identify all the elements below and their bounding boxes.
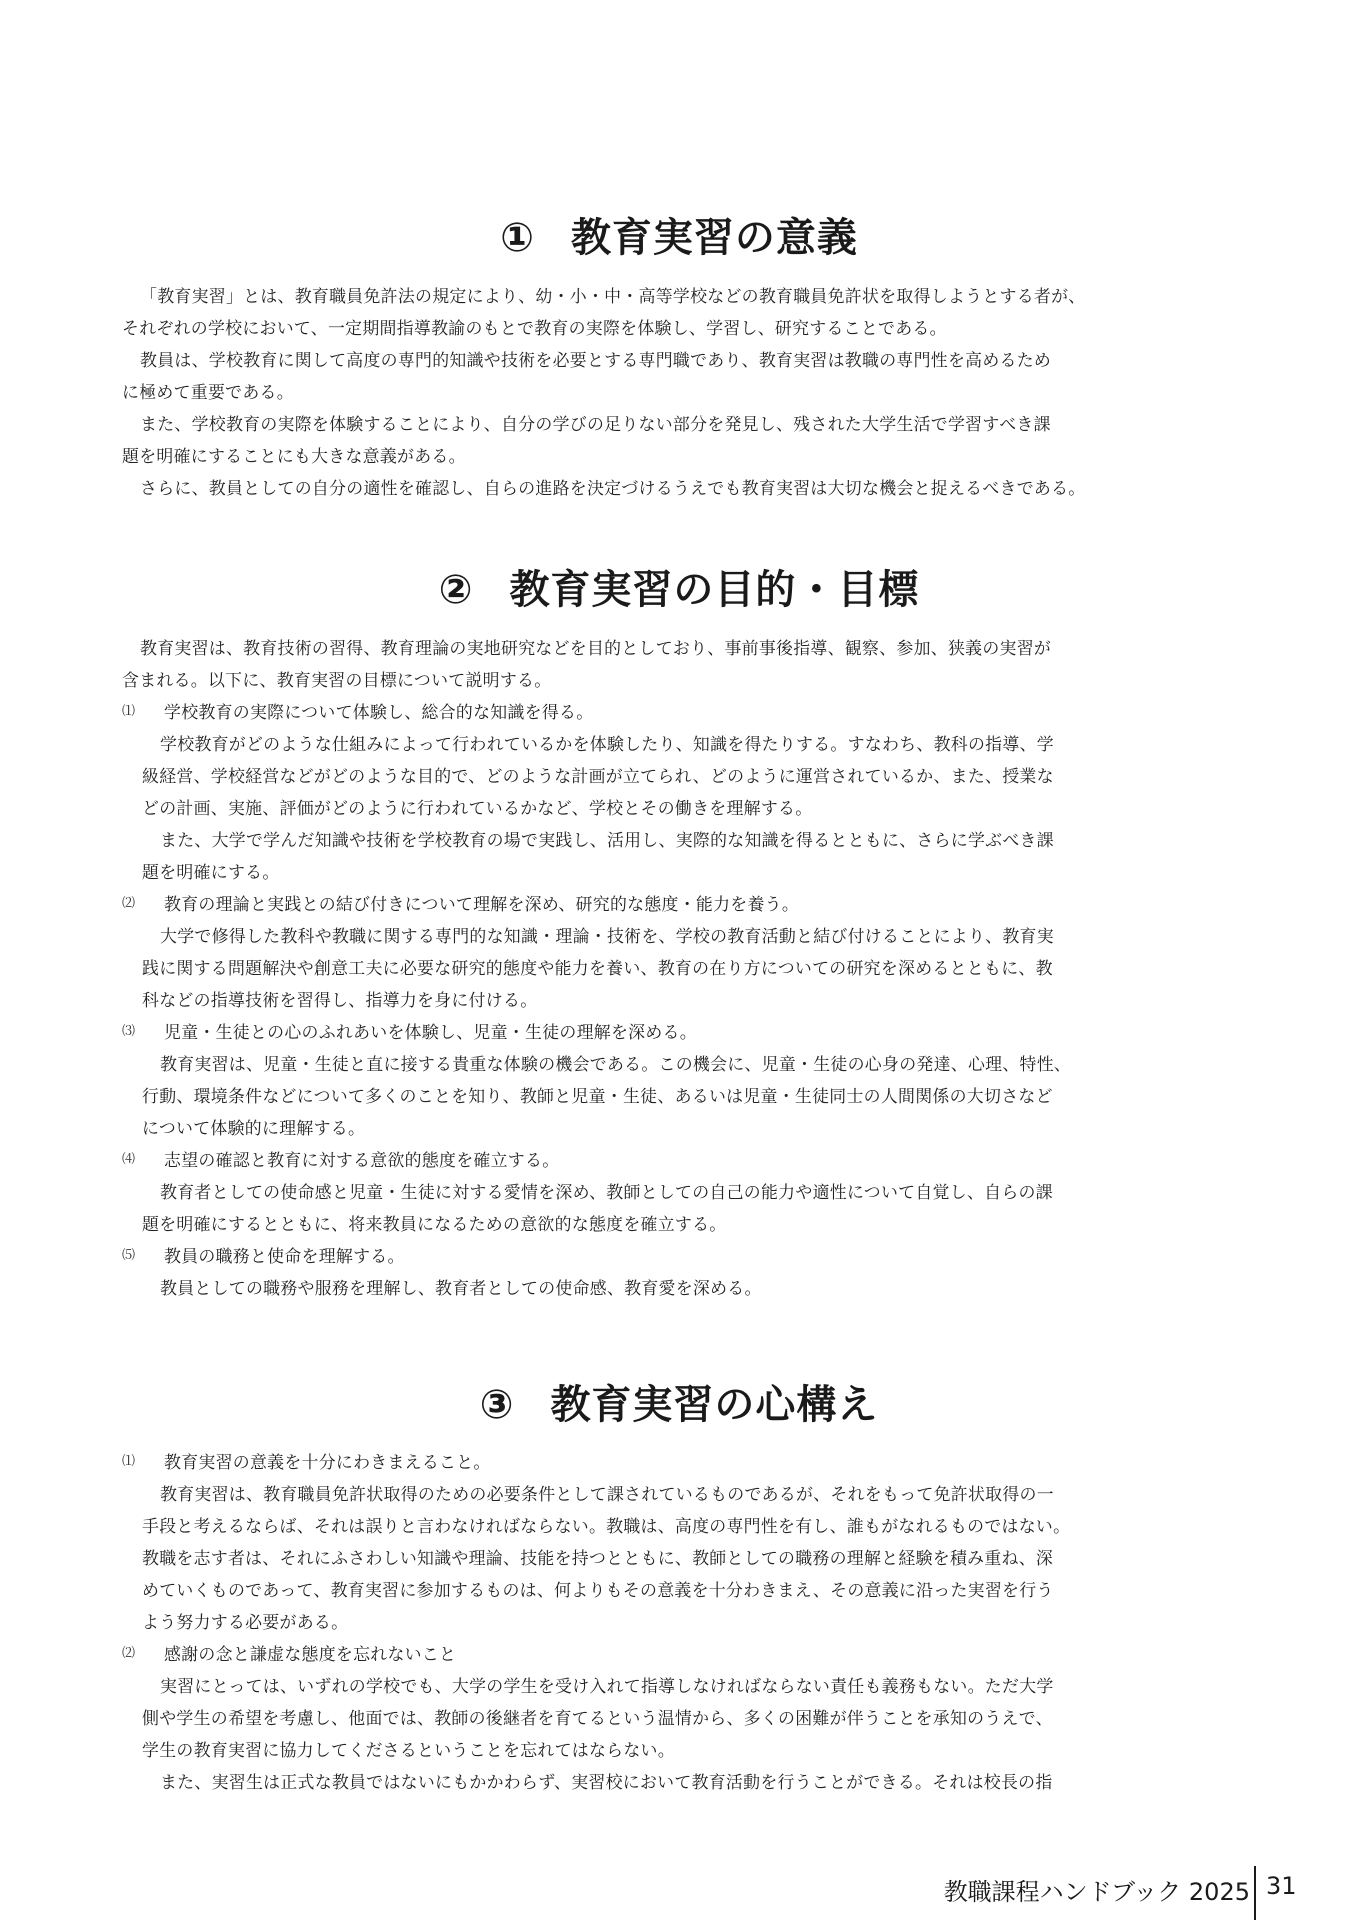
paragraph-line: 題を明確にすることにも大きな意義がある。 xyxy=(122,446,466,466)
paragraph-line: よう努力する必要がある。 xyxy=(142,1612,349,1632)
section-number: ① xyxy=(500,215,535,261)
list-item xyxy=(122,1016,1248,1048)
item-marker: ⑵ xyxy=(122,896,136,911)
section-heading-2 xyxy=(0,558,1358,615)
item-marker: ⑷ xyxy=(122,1152,136,1167)
paragraph-line: 側や学生の希望を考慮し、他面では、教師の後継者を育てるという温情から、多くの困難が伴うことを承知のうえで、 xyxy=(142,1708,1053,1728)
paragraph-line: 行動、環境条件などについて多くのことを知り、教師と児童・生徒、あるいは児童・生徒同士の人間関係の大切さなど xyxy=(142,1086,1053,1106)
item-marker: ⑸ xyxy=(122,1248,136,1263)
section-heading-1 xyxy=(0,206,1358,263)
item-marker: ⑶ xyxy=(122,1024,136,1039)
item-text: 児童・生徒との心のふれあいを体験し、児童・生徒の理解を深める。 xyxy=(164,1022,697,1042)
paragraph-line: 含まれる。以下に、教育実習の目標について説明する。 xyxy=(122,670,552,690)
paragraph-line: 教員は、学校教育に関して高度の専門的知識や技術を必要とする専門職であり、教育実習は教職の専門性を高めるため xyxy=(140,350,1052,370)
paragraph-line: 題を明確にするとともに、将来教員になるための意欲的な態度を確立する。 xyxy=(142,1214,727,1234)
paragraph-line: 級経営、学校経営などがどのような目的で、どのような計画が立てられ、どのように運営されているか、また、授業な xyxy=(142,766,1054,786)
item-marker: ⑵ xyxy=(122,1646,136,1661)
section-title: 教育実習の意義 xyxy=(570,215,858,261)
page-footer xyxy=(0,1872,1358,1920)
paragraph-line: 践に関する問題解決や創意工夫に必要な研究的態度や能力を養い、教育の在り方についての研究を深めるとともに、教 xyxy=(142,958,1053,978)
paragraph-line: さらに、教員としての自分の適性を確認し、自らの進路を決定づけるうえでも教育実習は大切な機会と捉えるべきである。 xyxy=(140,478,1086,498)
list-item xyxy=(122,888,1248,920)
paragraph-line: それぞれの学校において、一定期間指導教諭のもとで教育の実際を体験し、学習し、研究することである。 xyxy=(122,318,947,338)
section-body-3 xyxy=(122,1446,1248,1798)
item-text: 学校教育の実際について体験し、総合的な知識を得る。 xyxy=(164,702,594,722)
paragraph-line: 科などの指導技術を習得し、指導力を身に付ける。 xyxy=(142,990,538,1010)
paragraph-line: 教育実習は、教育技術の習得、教育理論の実地研究などを目的としており、事前事後指導、観察、参加、狭義の実習が xyxy=(140,638,1052,658)
item-marker: ⑴ xyxy=(122,1454,136,1469)
footer-divider xyxy=(1254,1866,1256,1920)
section-number: ② xyxy=(438,567,474,613)
item-text: 感謝の念と謙虚な態度を忘れないこと xyxy=(164,1644,457,1664)
paragraph-line: 大学で修得した教科や教職に関する専門的な知識・理論・技術を、学校の教育活動と結び付けることにより、教育実 xyxy=(160,926,1054,946)
paragraph-line: 題を明確にする。 xyxy=(142,862,280,882)
handbook-title: 教職課程ハンドブック 2025 xyxy=(943,1878,1250,1906)
item-marker: ⑴ xyxy=(122,704,136,719)
list-item xyxy=(122,696,1248,728)
item-text: 教育の理論と実践との結び付きについて理解を深め、研究的な態度・能力を養う。 xyxy=(164,894,800,914)
section-title: 教育実習の目的・目標 xyxy=(509,567,920,613)
paragraph-line: 学生の教育実習に協力してくださるということを忘れてはならない。 xyxy=(142,1740,675,1760)
list-item xyxy=(122,1638,1248,1670)
paragraph-line: 学校教育がどのような仕組みによって行われているかを体験したり、知識を得たりする。すなわち、教科の指導、学 xyxy=(160,734,1054,754)
paragraph-line: 手段と考えるならば、それは誤りと言わなければならない。教職は、高度の専門性を有し、誰もがなれるものではない。 xyxy=(142,1516,1071,1536)
paragraph-line: 教育者としての使命感と児童・生徒に対する愛情を深め、教師としての自己の能力や適性について自覚し、自らの課 xyxy=(160,1182,1053,1202)
section-heading-3 xyxy=(0,1373,1358,1430)
item-text: 教員の職務と使命を理解する。 xyxy=(164,1246,405,1266)
item-text: 志望の確認と教育に対する意欲的態度を確立する。 xyxy=(164,1150,560,1170)
paragraph-line: 教員としての職務や服務を理解し、教育者としての使命感、教育愛を深める。 xyxy=(160,1278,762,1298)
section-title: 教育実習の心構え xyxy=(550,1382,879,1428)
item-text: 教育実習の意義を十分にわきまえること。 xyxy=(164,1452,491,1472)
paragraph-line: 教職を志す者は、それにふさわしい知識や理論、技能を持つとともに、教師としての職務の理解と経験を積み重ね、深 xyxy=(142,1548,1054,1568)
paragraph-line: 教育実習は、児童・生徒と直に接する貴重な体験の機会である。この機会に、児童・生徒の心身の発達、心理、特性、 xyxy=(160,1054,1072,1074)
page-number: 31 xyxy=(1266,1872,1297,1900)
list-item xyxy=(122,1446,1248,1478)
paragraph-line: 「教育実習」とは、教育職員免許法の規定により、幼・小・中・高等学校などの教育職員免許状を取得しようとする者が、 xyxy=(140,286,1086,306)
paragraph-line: に極めて重要である。 xyxy=(122,382,294,402)
section-body-2 xyxy=(122,632,1248,1304)
paragraph-line: 実習にとっては、いずれの学校でも、大学の学生を受け入れて指導しなければならない責任も義務もない。ただ大学 xyxy=(160,1676,1054,1696)
list-item xyxy=(122,1144,1248,1176)
paragraph-line: について体験的に理解する。 xyxy=(142,1118,366,1138)
paragraph-line: また、実習生は正式な教員ではないにもかかわらず、実習校において教育活動を行うことができる。それは校長の指 xyxy=(160,1772,1053,1792)
paragraph-line: また、大学で学んだ知識や技術を学校教育の場で実践し、活用し、実際的な知識を得るとともに、さらに学ぶべき課 xyxy=(160,830,1054,850)
section-number: ③ xyxy=(479,1382,515,1428)
paragraph-line: また、学校教育の実際を体験することにより、自分の学びの足りない部分を発見し、残された大学生活で学習すべき課 xyxy=(140,414,1051,434)
paragraph-line: どの計画、実施、評価がどのように行われているかなど、学校とその働きを理解する。 xyxy=(142,798,813,818)
paragraph-line: めていくものであって、教育実習に参加するものは、何よりもその意義を十分わきまえ、その意義に沿った実習を行う xyxy=(142,1580,1054,1600)
list-item xyxy=(122,1240,1248,1272)
paragraph-line: 教育実習は、教育職員免許状取得のための必要条件として課されているものであるが、それをもって免許状取得の一 xyxy=(160,1484,1054,1504)
section-body-1 xyxy=(122,280,1248,504)
